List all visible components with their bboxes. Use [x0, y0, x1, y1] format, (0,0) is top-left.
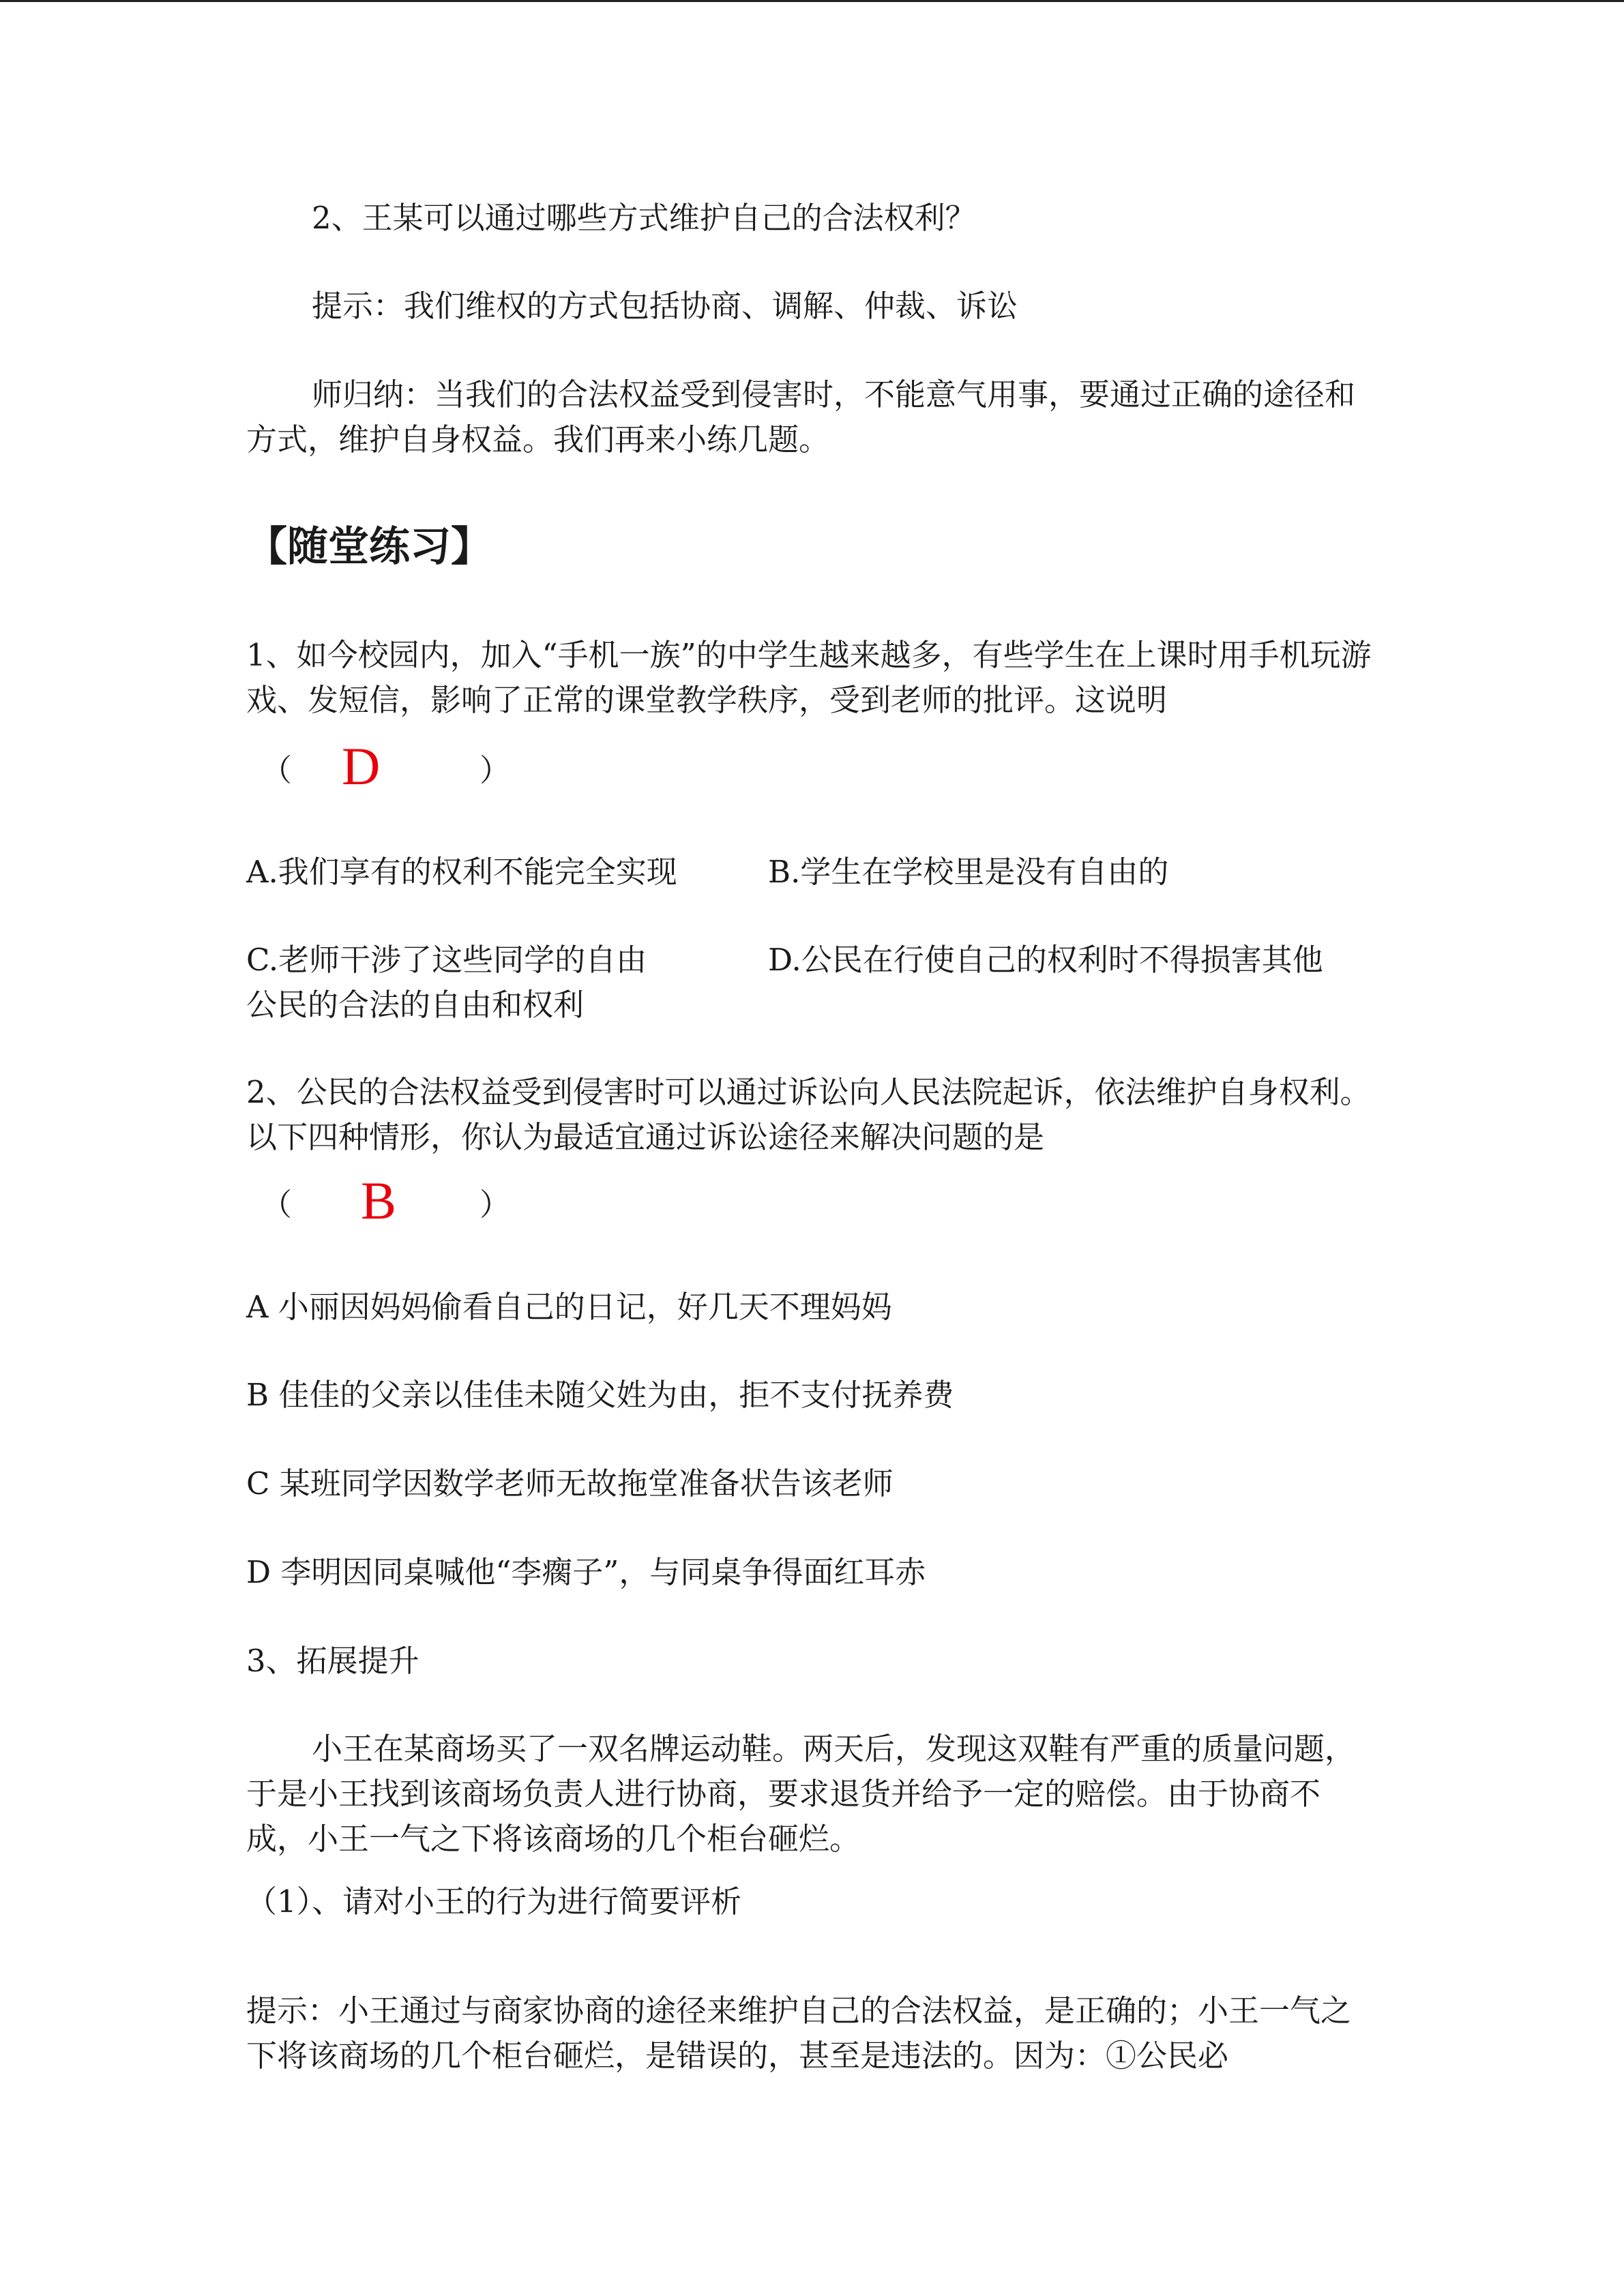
exercise-1-options-ab [246, 850, 1378, 895]
exercise-1-option-d-line1: D.公民在行使自己的权利时不得损害其他 [768, 942, 1323, 978]
exercise-1-option-c: C.老师干涉了这些同学的自由 [246, 942, 647, 978]
exercise-2-option-d: D 李明因同桌喊他“李瘸子”，与同桌争得面红耳赤 [246, 1554, 926, 1590]
exercise-3-title: 3、拓展提升 [246, 1643, 419, 1679]
page-top-border [0, 0, 1624, 2]
exercise-1-answer: D [342, 736, 381, 796]
exercise-2-option-a: A 小丽因妈妈偷看自己的日记，好几天不理妈妈 [246, 1289, 892, 1325]
exercise-1-question: 1、如今校园内，加入“手机一族”的中学生越来越多，有些学生在上课时用手机玩游戏、发短信，影响了正常的课堂教学秩序，受到老师的批评。这说明 [246, 637, 1372, 718]
exercise-2-option-b: B 佳佳的父亲以佳佳未随父姓为由，拒不支付抚养费 [246, 1377, 954, 1413]
exercise-3-scenario: 小王在某商场买了一双名牌运动鞋。两天后，发现这双鞋有严重的质量问题，于是小王找到该商场负责人进行协商，要求退货并给予一定的赔偿。由于协商不成，小王一气之下将该商场的几个柜台砸烂。 [246, 1731, 1356, 1857]
exercise-2-option-c: C 某班同学因数学老师无故拖堂准备状告该老师 [246, 1465, 894, 1502]
paren-close: ） [479, 752, 511, 788]
exercise-3-sub-question: （1）、请对小王的行为进行简要评析 [246, 1883, 742, 1920]
exercise-2-answer: B [361, 1171, 397, 1230]
exercise-1-options-cd [246, 938, 1378, 983]
paren-close: ） [479, 1187, 511, 1223]
paren-open: （ [261, 752, 293, 788]
exercise-2-question: 2、公民的合法权益受到侵害时可以通过诉讼向人民法院起诉，依法维护自身权利。以下四种情形，你认为最适宜通过诉讼途径来解决问题的是 [246, 1074, 1371, 1155]
exercise-1-option-a: A.我们享有的权利不能完全实现 [246, 854, 677, 890]
paren-open: （ [261, 1187, 293, 1223]
question-2-intro: 2、王某可以通过哪些方式维护自己的合法权利？ [312, 200, 976, 236]
exercise-3-hint: 提示：小王通过与商家协商的途径来维护自己的合法权益，是正确的；小王一气之下将该商场的几个柜台砸烂，是错误的，甚至是违法的。因为：①公民必 [246, 1993, 1352, 2074]
section-heading: 【随堂练习】 [246, 523, 492, 571]
exercise-2-answer-blank [261, 1171, 534, 1232]
exercise-1-option-d-line2: 公民的合法的自由和权利 [246, 987, 585, 1023]
hint-methods: 提示：我们维权的方式包括协商、调解、仲裁、诉讼 [312, 288, 1018, 324]
exercise-1-answer-blank [261, 736, 534, 798]
teacher-summary: 师归纳：当我们的合法权益受到侵害时，不能意气用事，要通过正确的途径和方式，维护自身权益。我们再来小练几题。 [246, 376, 1356, 458]
exercise-1-option-b: B.学生在学校里是没有自由的 [768, 854, 1169, 890]
